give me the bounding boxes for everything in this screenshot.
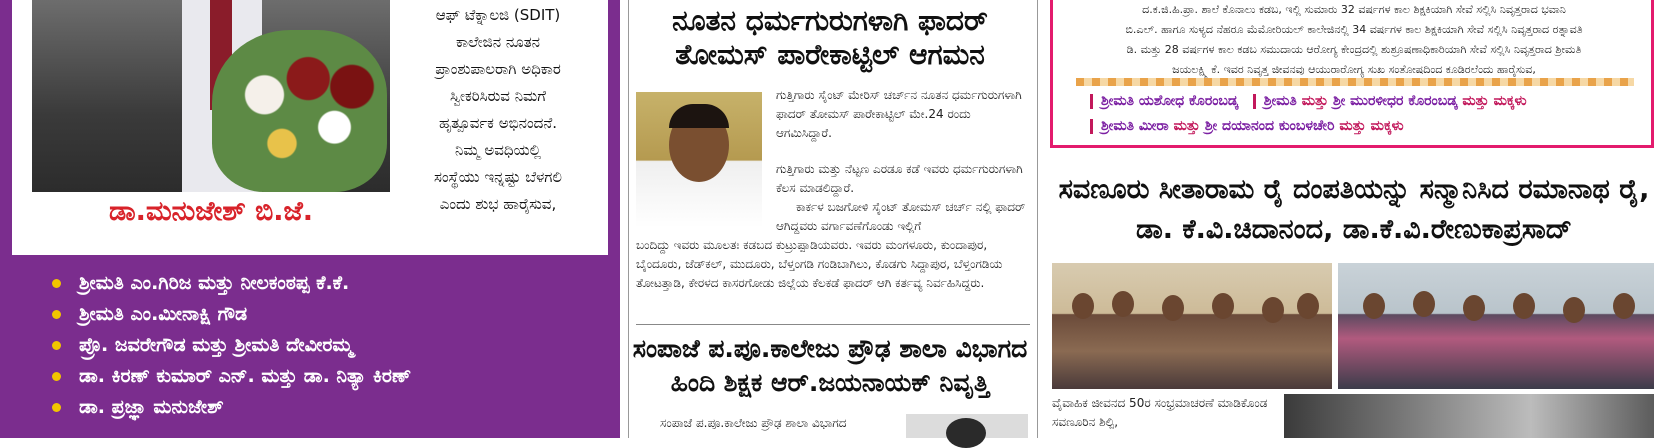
felicitation-photo-3 [1284, 394, 1654, 438]
list-item: ಪ್ರೊ. ಜವರೇಗೌಡ ಮತ್ತು ಶ್ರೀಮತಿ ದೇವೀರಮ್ಮ [52, 330, 411, 361]
felicitation-photo-1 [1052, 263, 1332, 389]
bouquet-image [212, 30, 387, 192]
column-divider [628, 0, 629, 438]
retirement-ad-line: ಡಿ. ಮತ್ತು 28 ವರ್ಷಗಳ ಕಾಲ ಕಡಬ ಸಮುದಾಯ ಆರೋಗ್ಯ ಕೇಂದ್ರದಲ್ಲಿ ಶುಶ್ರೂಷಣಾಧಿಕಾರಿಯಾಗಿ ಸೇವೆ ಸಲ್ಲಿಸಿ ನಿವೃತ್ತರಾದ ಶ್ರೀಮತಿ [1126, 43, 1582, 56]
bullet-icon [52, 341, 61, 350]
bar-icon [1090, 94, 1093, 109]
list-item: ಶ್ರೀಮತಿ ಎಂ.ಮೀನಾಕ್ಷಿ ಗೌಡ [52, 299, 411, 330]
bullet-icon [52, 279, 61, 288]
article-paragraph: ಗುತ್ತಿಗಾರು ಮತ್ತು ನೆಟ್ಟಣ ಎರಡೂ ಕಡೆ ಇವರು ಧರ್ಮಗುರುಗಳಾಗಿ ಕೆಲಸ ಮಾಡಲಿದ್ದಾರೆ. [776, 162, 1023, 195]
retirement-ad-line: ಜಯಲಕ್ಷ್ಮಿ ಕೆ. ಇವರ ನಿವೃತ್ತ ಜೀವನವು ಆಯುರಾರೋಗ್ಯ ಸುಖ ಸಂತೋಷದಿಂದ ಕೂಡಿರಲೆಂದು ಹಾರೈಸುವ, [1172, 63, 1536, 76]
left-ad-line: ಆಫ್ ಟೆಕ್ನಾಲಜಿ (SDIT) [435, 6, 561, 24]
ad-wishers-line: ಶ್ರೀಮತಿ ಯಶೋಧ ಕೊರಂಬಡ್ಕ ಶ್ರೀಮತಿ ಮತ್ತು ಶ್ರೀ ಮುರಳೀಧರ ಕೊರಂಬಡ್ಕ ಮತ್ತು ಮಕ್ಕಳು [1090, 93, 1527, 109]
bar-icon [1253, 94, 1256, 109]
bar-icon [1090, 119, 1093, 134]
retirement-ad-text [1062, 0, 1646, 80]
article-paragraph: ಬಂದಿದ್ದು ಇವರು ಮೂಲತಃ ಕಡಬದ ಕುಟ್ರುಪ್ಪಾಡಿಯವರು. ಇವರು ಮಂಗಳೂರು, ಕುಂದಾಪುರ, ಬೈಂದೂರು, ಜೆಡ್‌ಕಲ್, ಮುದೂರು, ಬೆಳ್ತಂಗಡಿ ಗಂಡಿಬಾಗಿಲು, ಕೊಡಗು ಸಿದ್ದಾಪುರ, ಬೆಳ್ತಂಗಡಿಯ ತೋಟತ್ತಾಡಿ, ಕೇರಳದ ಕಾಸರಗೋಡು ಜಿಲ್ಲೆಯ ಕೆಲಕಡೆ ಫಾದರ್ ಆಗಿ ಕರ್ತವ್ಯ ನಿರ್ವಹಿಸಿದ್ದರು. [636, 238, 1003, 290]
column-divider [1037, 0, 1038, 438]
left-ad-line: ನಿಮ್ಮ ಅವಧಿಯಲ್ಲಿ [454, 141, 542, 159]
left-ad-message [398, 2, 598, 218]
bullet-icon [52, 403, 61, 412]
left-ad-line: ಹೃತ್ಪೂರ್ವಕ ಅಭಿನಂದನೆ. [438, 114, 558, 132]
doctor-name: ಡಾ.ಮನುಜೇಶ್ ಬಿ.ಜೆ. [108, 196, 314, 227]
retirement-ad-line: ಬಿ.ಎಲ್. ಹಾಗೂ ಸುಳ್ಯದ ನೆಹರೂ ಮೆಮೋರಿಯಲ್ ಕಾಲೇಜಿನಲ್ಲಿ 34 ವರ್ಷಗಳ ಕಾಲ ಶಿಕ್ಷಕಿಯಾಗಿ ಸೇವೆ ಸಲ್ಲಿಸಿ ನಿವೃತ್ತರಾದ ರತ್ನಾವತಿ [1125, 23, 1583, 36]
left-ad-line: ಪ್ರಾಂಶುಪಾಲರಾಗಿ ಅಧಿಕಾರ [435, 60, 561, 78]
bullet-icon [52, 310, 61, 319]
list-item: ಡಾ. ಕಿರಣ್ ಕುಮಾರ್ ಎನ್. ಮತ್ತು ಡಾ. ನಿತ್ಯಾ ಕಿರಣ್ [52, 361, 411, 392]
photo-caption: ವೈವಾಹಿಕ ಜೀವನದ 50ರ ಸಂಭ್ರಮಾಚರಣೆ ಮಾಡಿಕೊಂಡ ಸವಣೂರಿನ ಶಿಲ್ಪಿ, [1052, 396, 1268, 429]
doctor-photo [32, 0, 390, 192]
list-item: ಡಾ. ಪ್ರಜ್ಞಾ ಮನುಜೇಶ್ [52, 392, 411, 423]
retirement-ad-line: ದ.ಕ.ಜಿ.ಹಿ.ಪ್ರಾ. ಶಾಲೆ ಕೊನಾಲು ಕಡಬ, ಇಲ್ಲಿ ಸುಮಾರು 32 ವರ್ಷಗಳ ಕಾಲ ಶಿಕ್ಷಕಿಯಾಗಿ ಸೇವೆ ಸಲ್ಲಿಸಿ ನಿವೃತ್ತರಾದ ಭವಾನಿ [1142, 3, 1566, 16]
left-ad-line: ಸ್ವೀಕರಿಸಿರುವ ನಿಮಗೆ [449, 87, 547, 105]
article-headline-2: ಸಂಪಾಜೆ ಪ.ಪೂ.ಕಾಲೇಜು ಪ್ರೌಢ ಶಾಲಾ ವಿಭಾಗದ ಹಿಂದಿ ಶಿಕ್ಷಕ ಆರ್.ಜಯನಾಯಕ್ ನಿವೃತ್ತಿ [632, 334, 1028, 397]
left-ad-line: ಎಂದು ಶುಭ ಹಾರೈಸುವ, [439, 195, 557, 213]
right-article-headline: ಸವಣೂರು ಸೀತಾರಾಮ ರೈ ದಂಪತಿಯನ್ನು ಸನ್ಮಾನಿಸಿದ ರಮಾನಾಥ ರೈ, ಡಾ. ಕೆ.ವಿ.ಚಿದಾನಂದ, ಡಾ.ಕೆ.ವಿ.ರೇಣುಕಾಪ್ರಸಾದ್ [1058, 174, 1650, 245]
teacher-photo [906, 414, 1028, 438]
felicitation-photo-2 [1338, 263, 1654, 389]
article-divider [636, 324, 1030, 325]
article-headline: ನೂತನ ಧರ್ಮಗುರುಗಳಾಗಿ ಫಾದರ್ ತೋಮಸ್ ಪಾರೇಕಾಟ್ಟಿಲ್ ಆಗಮನ [672, 4, 988, 71]
article-paragraph: ಸಂಪಾಜೆ ಪ.ಪೂ.ಕಾಲೇಜು ಪ್ರೌಢ ಶಾಲಾ ವಿಭಾಗದ [660, 416, 847, 430]
wishers-list [52, 268, 411, 423]
article-paragraph: ಕಾರ್ಕಳ ಬಜಗೋಳಿ ಸೈಂಟ್ ತೋಮಸ್ ಚರ್ಚ್ ನಲ್ಲಿ ಫಾದರ್ ಆಗಿದ್ದವರು ವರ್ಗಾವಣೆಗೊಂಡು ಇಲ್ಲಿಗೆ [776, 200, 1026, 233]
left-ad-line: ಸಂಸ್ಥೆಯು ಇನ್ನಷ್ಟು ಬೆಳಗಲಿ [434, 168, 562, 186]
bullet-icon [52, 372, 61, 381]
left-ad-line: ಕಾಲೇಜಿನ ನೂತನ [455, 33, 541, 51]
article-paragraph: ಗುತ್ತಿಗಾರು ಸೈಂಟ್ ಮೇರಿಸ್ ಚರ್ಚ್‌ನ ನೂತನ ಧರ್ಮಗುರುಗಳಾಗಿ ಫಾದರ್ ತೋಮಸ್ ಪಾರೇಕಾಟ್ಟಿಲ್ ಮೇ.24 ರಂದು ಆಗಮಿಸಿದ್ದಾರೆ. [776, 88, 1022, 140]
list-item: ಶ್ರೀಮತಿ ಎಂ.ಗಿರಿಜ ಮತ್ತು ನೀಲಕಂಠಪ್ಪ ಕೆ.ಕೆ. [52, 268, 411, 299]
ad-wishers-line: ಶ್ರೀಮತಿ ಮೀರಾ ಮತ್ತು ಶ್ರೀ ದಯಾನಂದ ಕುಂಬಳಚೇರಿ ಮತ್ತು ಮಕ್ಕಳು [1090, 118, 1404, 134]
decorative-border [1076, 78, 1634, 86]
father-photo [636, 92, 762, 228]
